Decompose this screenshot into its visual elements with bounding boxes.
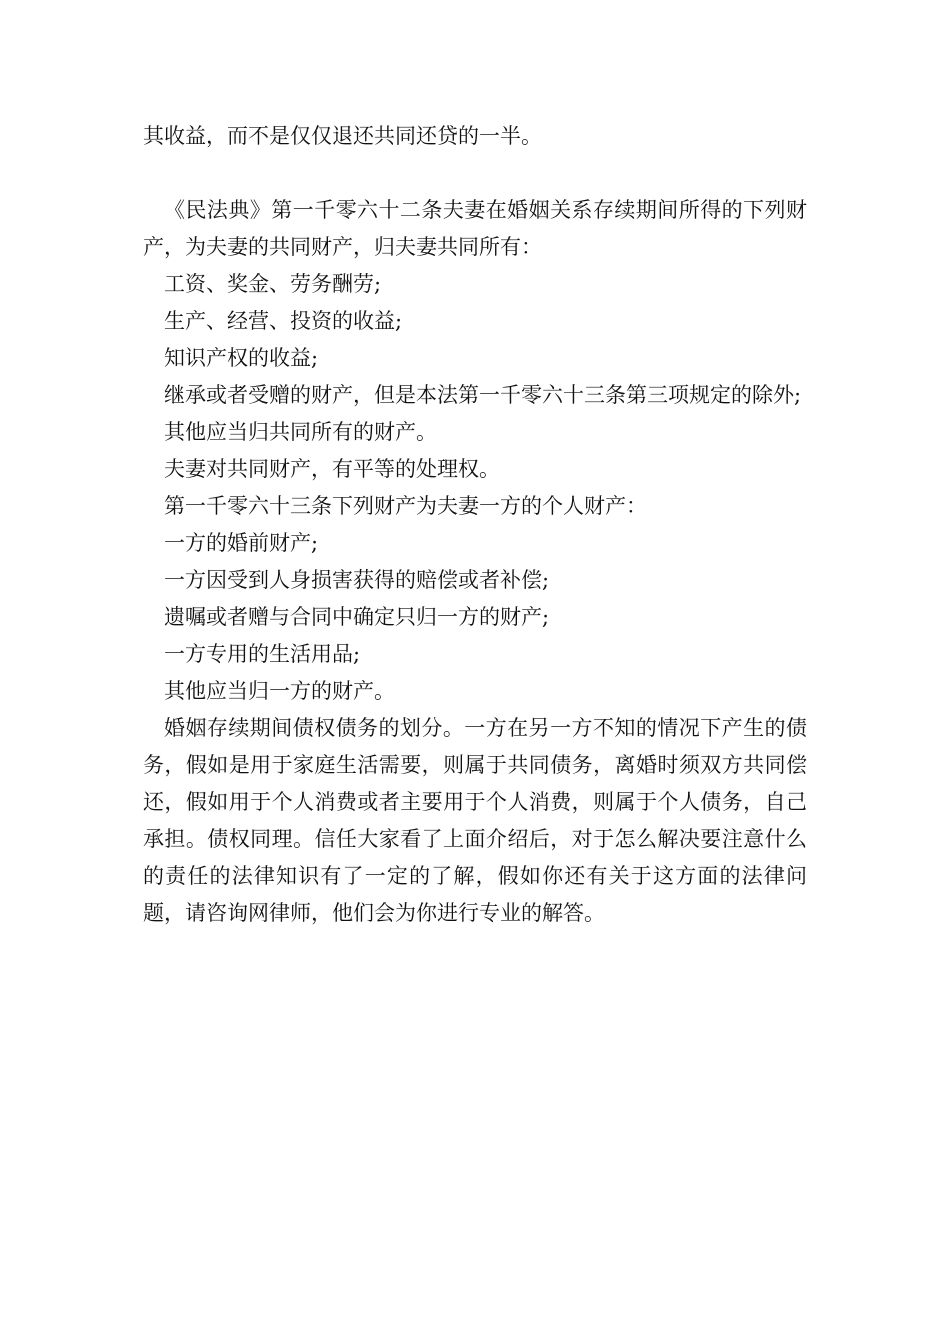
- list-item-premarital: 一方的婚前财产;: [164, 531, 319, 555]
- list-item-production-income: 生产、经营、投资的收益;: [164, 309, 403, 333]
- paragraph-debts: 婚姻存续期间债权债务的划分。一方在另一方不知的情况下产生的债务，假如是用于家庭生活需要，则属于共同债务，离婚时须双方共同偿还，假如用于个人消费或者主要用于个人消费，则属于个人债务，自己承担。债权同理。信任大家看了上面介绍后，对于怎么解决要注意什么的责任的法律知识有了一定的了解，假如你还有关于这方面的法律问题，请咨询网律师，他们会为你进行专业的解答。: [143, 716, 807, 925]
- paragraph-equal-rights: 夫妻对共同财产，有平等的处理权。: [164, 457, 500, 481]
- paragraph-article-1063: 第一千零六十三条下列财产为夫妻一方的个人财产：: [164, 494, 647, 518]
- list-item-other-personal: 其他应当归一方的财产。: [164, 679, 395, 703]
- list-item-wages: 工资、奖金、劳务酬劳;: [164, 272, 382, 296]
- paragraph-gap: [143, 155, 807, 192]
- list-item-other-common: 其他应当归共同所有的财产。: [164, 420, 437, 444]
- document-body: [143, 118, 807, 932]
- paragraph-civil-code-1062: 《民法典》第一千零六十二条夫妻在婚姻关系存续期间所得的下列财产，为夫妻的共同财产，归夫妻共同所有：: [143, 198, 807, 259]
- list-item-compensation: 一方因受到人身损害获得的赔偿或者补偿;: [164, 568, 550, 592]
- list-item-ip-income: 知识产权的收益;: [164, 346, 319, 370]
- list-item-personal-goods: 一方专用的生活用品;: [164, 642, 361, 666]
- list-item-inheritance: 继承或者受赠的财产，但是本法第一千零六十三条第三项规定的除外;: [164, 383, 802, 407]
- list-item-will-gift: 遗嘱或者赠与合同中确定只归一方的财产;: [164, 605, 550, 629]
- paragraph-continuation: 其收益，而不是仅仅退还共同还贷的一半。: [143, 124, 542, 148]
